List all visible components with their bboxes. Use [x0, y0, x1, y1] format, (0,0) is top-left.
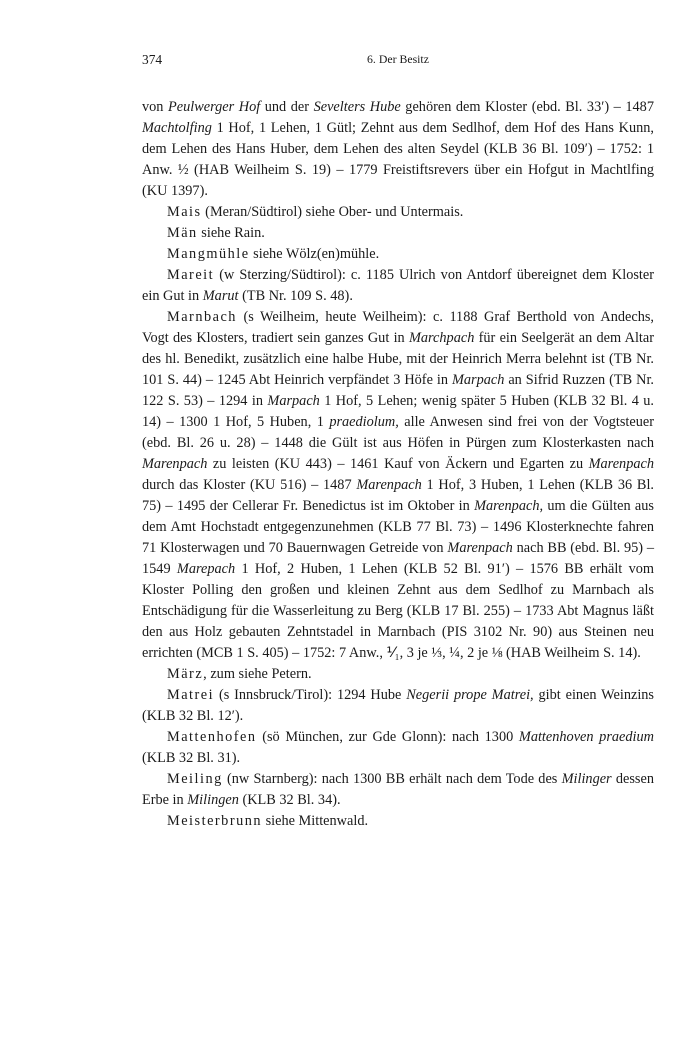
paragraph — [142, 769, 654, 811]
paragraph — [142, 265, 654, 307]
text-run: 1 Hof, 5 Lehen; wenig später 5 Huben (KLB 32 Bl. 4 u. 14) – 1300 1 Hof, 5 Huben, 1 — [142, 393, 654, 430]
page-number: 374 — [142, 52, 163, 67]
text-run: gehören dem Kloster (ebd. Bl. 33′) – 1487 — [400, 99, 654, 115]
entry-headword: Mangmühle — [167, 246, 250, 262]
paragraph — [142, 664, 654, 685]
text-run: durch das Kloster (KU 516) – 1487 — [142, 477, 357, 493]
italic-place-name: Marenpach, — [474, 498, 544, 514]
italic-place-name: Mattenhoven praedium — [518, 729, 654, 745]
text-run: (KLB 32 Bl. 34). — [238, 792, 341, 808]
entry-headword: Mattenhofen — [167, 729, 257, 745]
text-run: 1 Hof, 3 Huben, 1 Lehen (KLB 36 Bl. 75) – 1495 der Cellerar Fr. Benedictus ist im Oktober in — [142, 477, 654, 514]
text-run: alle Anwesen sind frei von der Vogtsteuer (ebd. Bl. 26 u. 28) – 1448 die Gült ist aus Höfen in Pürgen zum Klosterkasten nach — [142, 414, 654, 451]
page-header — [142, 52, 654, 72]
entry-headword: Matrei — [167, 687, 215, 703]
text-run: siehe Wölz(en)mühle. — [249, 246, 380, 262]
text-run: siehe Rain. — [197, 225, 265, 241]
entry-headword: Mais — [167, 204, 202, 220]
paragraph — [142, 97, 654, 202]
italic-place-name: Marpach — [267, 393, 320, 409]
italic-place-name: Sevelters Hube — [313, 99, 401, 115]
italic-place-name: Marut — [202, 288, 239, 304]
paragraph — [142, 244, 654, 265]
italic-place-name: Milingen — [187, 792, 239, 808]
entry-headword: Män — [167, 225, 198, 241]
entry-headword: März — [167, 666, 204, 682]
text-run: (Meran/Südtirol) siehe Ober- und Untermais. — [201, 204, 464, 220]
italic-place-name: Marpach — [451, 372, 505, 388]
text-run: für ein Seelgerät an dem Altar des hl. Benedikt, zusätzlich eine halbe Hube, mit der Heinrich Merra belehnt ist (TB Nr. 101 S. 44) – 1245 Abt Heinrich verpfändet 3 Höfe in — [142, 330, 654, 388]
text-run: an Sifrid Ruzzen (TB Nr. 122 S. 53) – 1294 in — [142, 372, 654, 409]
italic-place-name: Peulwerger Hof — [168, 99, 261, 115]
entry-headword: Meisterbrunn — [167, 813, 263, 829]
italic-place-name: Marepach — [176, 561, 236, 577]
text-run: zu leisten (KU 443) – 1461 Kauf von Äckern und Egarten zu — [207, 456, 589, 472]
text-run: gibt einen Weinzins (KLB 32 Bl. 12′). — [142, 687, 655, 724]
italic-place-name: Negerii prope Matrei, — [406, 687, 534, 703]
text-run: (sö München, zur Gde Glonn): nach 1300 — [256, 729, 519, 745]
text-run: (nw Starnberg): nach 1300 BB erhält nach dem Tode des — [222, 771, 562, 787]
paragraph — [142, 223, 654, 244]
paragraph — [142, 202, 654, 223]
entry-headword: Marnbach — [167, 309, 237, 325]
text-run: von — [142, 99, 169, 115]
paragraph — [142, 727, 654, 769]
paragraph — [142, 811, 654, 832]
italic-place-name: Marenpach — [142, 456, 208, 472]
paragraph — [142, 685, 654, 727]
entry-headword: Mareit — [167, 267, 215, 283]
italic-place-name: Marenpach — [447, 540, 513, 556]
text-run: , zum siehe Petern. — [203, 666, 312, 682]
text-run: 1 Hof, 2 Huben, 1 Lehen (KLB 52 Bl. 91′) – 1576 BB erhält vom Kloster Polling den großen und kleinen Zehnt aus dem Sedlhof zu Marnbach als Entschädigung für die Wasserleitung zu Berg (KLB 17 Bl. 255) – 1733 Abt Magnus läßt den aus Holz gebauten Zehntstadel in Marnbach (PIS 3102 Nr. 90) aus Steinen neu errichten (MCB 1 S. 405) – 1752: 7 Anw., ⅟₁, 3 je ⅓, ¼, 2 je ⅛ (HAB Weilheim S. 14). — [142, 561, 654, 661]
entry-headword: Meiling — [167, 771, 223, 787]
paragraph — [142, 307, 654, 664]
text-run: siehe Mittenwald. — [262, 813, 369, 829]
text-run: und der — [260, 99, 314, 115]
text-run: (s Weilheim, heute Weilheim): c. 1188 Graf Berthold von Andechs, Vogt des Klosters, tradiert sein ganzes Gut in — [142, 309, 654, 346]
running-title: 6. Der Besitz — [367, 52, 429, 66]
italic-place-name: Marchpach — [408, 330, 475, 346]
italic-place-name: Marenpach — [356, 477, 422, 493]
text-run: nach BB (ebd. Bl. 95) – 1549 — [142, 540, 655, 577]
italic-place-name: Milinger — [561, 771, 612, 787]
text-run: (KLB 32 Bl. 31). — [142, 750, 241, 766]
text-run: (TB Nr. 109 S. 48). — [238, 288, 353, 304]
italic-place-name: Marenpach — [588, 456, 654, 472]
text-run: dessen Erbe in — [142, 771, 654, 808]
italic-place-name: praediolum, — [329, 414, 399, 430]
text-run: (s Innsbruck/Tirol): 1294 Hube — [214, 687, 407, 703]
text-run: 1 Hof, 1 Lehen, 1 Gütl; Zehnt aus dem Sedlhof, dem Hof des Hans Kunn, dem Lehen des Hans Huber, dem Lehen des alten Seydel (KLB 36 Bl. 109′) – 1752: 1 Anw. ½ (HAB Weilheim S. 19) – 1779 Freistiftsrevers über ein Hofgut in Machtlfing (KU 1397). — [142, 120, 654, 199]
text-run: um die Gülten aus dem Amt Hochstadt entgegenzunehmen (KLB 77 Bl. 73) – 1496 Klosterknechte fahren 71 Klosterwagen und 70 Bauernwagen Getreide von — [142, 498, 654, 556]
body-text — [142, 97, 654, 832]
italic-place-name: Machtolfing — [142, 120, 212, 136]
text-run: (w Sterzing/Südtirol): c. 1185 Ulrich von Antdorf übereignet dem Kloster ein Gut in — [142, 267, 654, 304]
